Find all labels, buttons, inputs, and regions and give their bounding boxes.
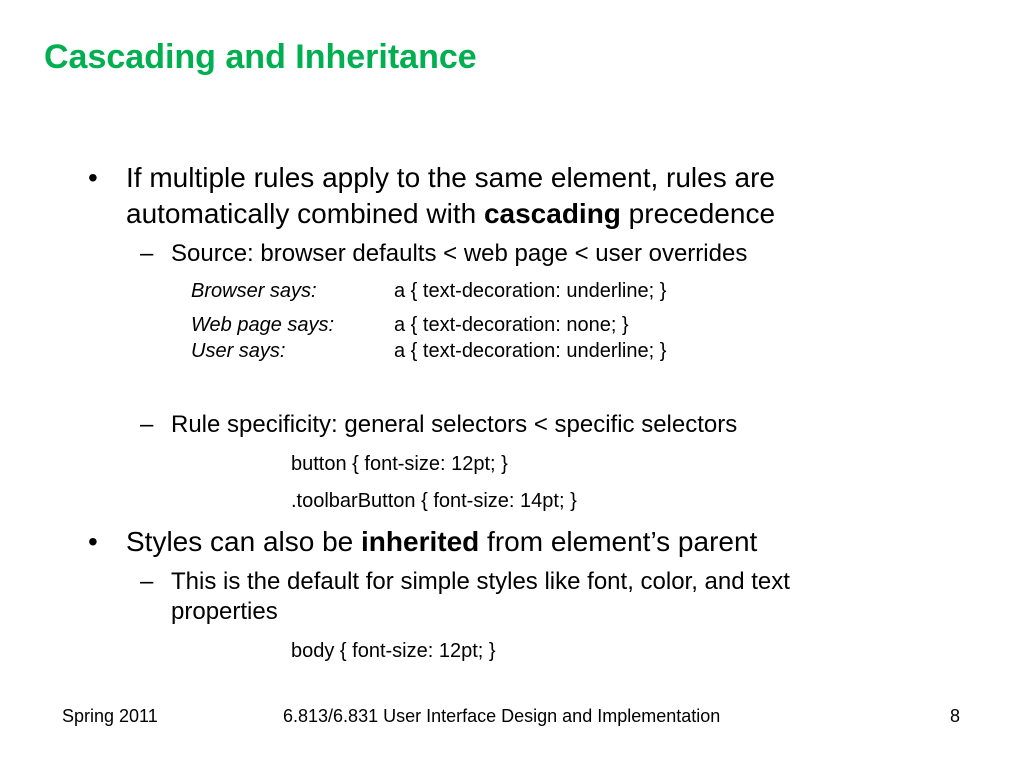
example-label: Web page says: [191,314,335,336]
subbullet-default-line2: properties [171,598,278,625]
subbullet-specificity-text: Rule specificity: general selectors < specific selectors [171,411,738,438]
dash-icon: – [140,411,154,438]
bullet-line-1: If multiple rules apply to the same element, rules are [126,162,775,193]
bullet-inherited-pre: Styles can also be [126,526,362,557]
subbullet-default-line1: This is the default for simple styles like font, color, and text [171,568,790,595]
bullet-inherited-post: from element’s parent [479,526,758,557]
footer-date: Spring 2011 [62,706,158,726]
code-button: button { font-size: 12pt; } [291,453,508,475]
example-code: a { text-decoration: underline; } [394,280,667,302]
slide-title: Cascading and Inheritance [44,38,477,76]
example-code: a { text-decoration: underline; } [394,340,667,362]
bullet-dot-icon: • [88,162,98,193]
bullet-line-2 [126,197,775,231]
example-label: Browser says: [191,280,317,302]
bullet-line-2-pre: automatically combined with [126,198,484,229]
inherited-bold: inherited [361,526,480,557]
code-body: body { font-size: 12pt; } [291,640,496,662]
subbullet-source-text: Source: browser defaults < web page < user overrides [171,240,748,267]
bullet-line-2-post: precedence [620,198,776,229]
footer-course: 6.813/6.831 User Interface Design and Implementation [283,706,721,726]
code-toolbar-button: .toolbarButton { font-size: 14pt; } [291,490,577,512]
example-code: a { text-decoration: none; } [394,314,629,336]
dash-icon: – [140,568,154,595]
dash-icon: – [140,240,154,267]
example-label: User says: [191,340,286,362]
footer-page-number: 8 [950,706,961,726]
bullet-inherited-text [126,525,757,559]
cascading-bold: cascading [483,198,621,229]
bullet-dot-icon: • [88,526,98,557]
